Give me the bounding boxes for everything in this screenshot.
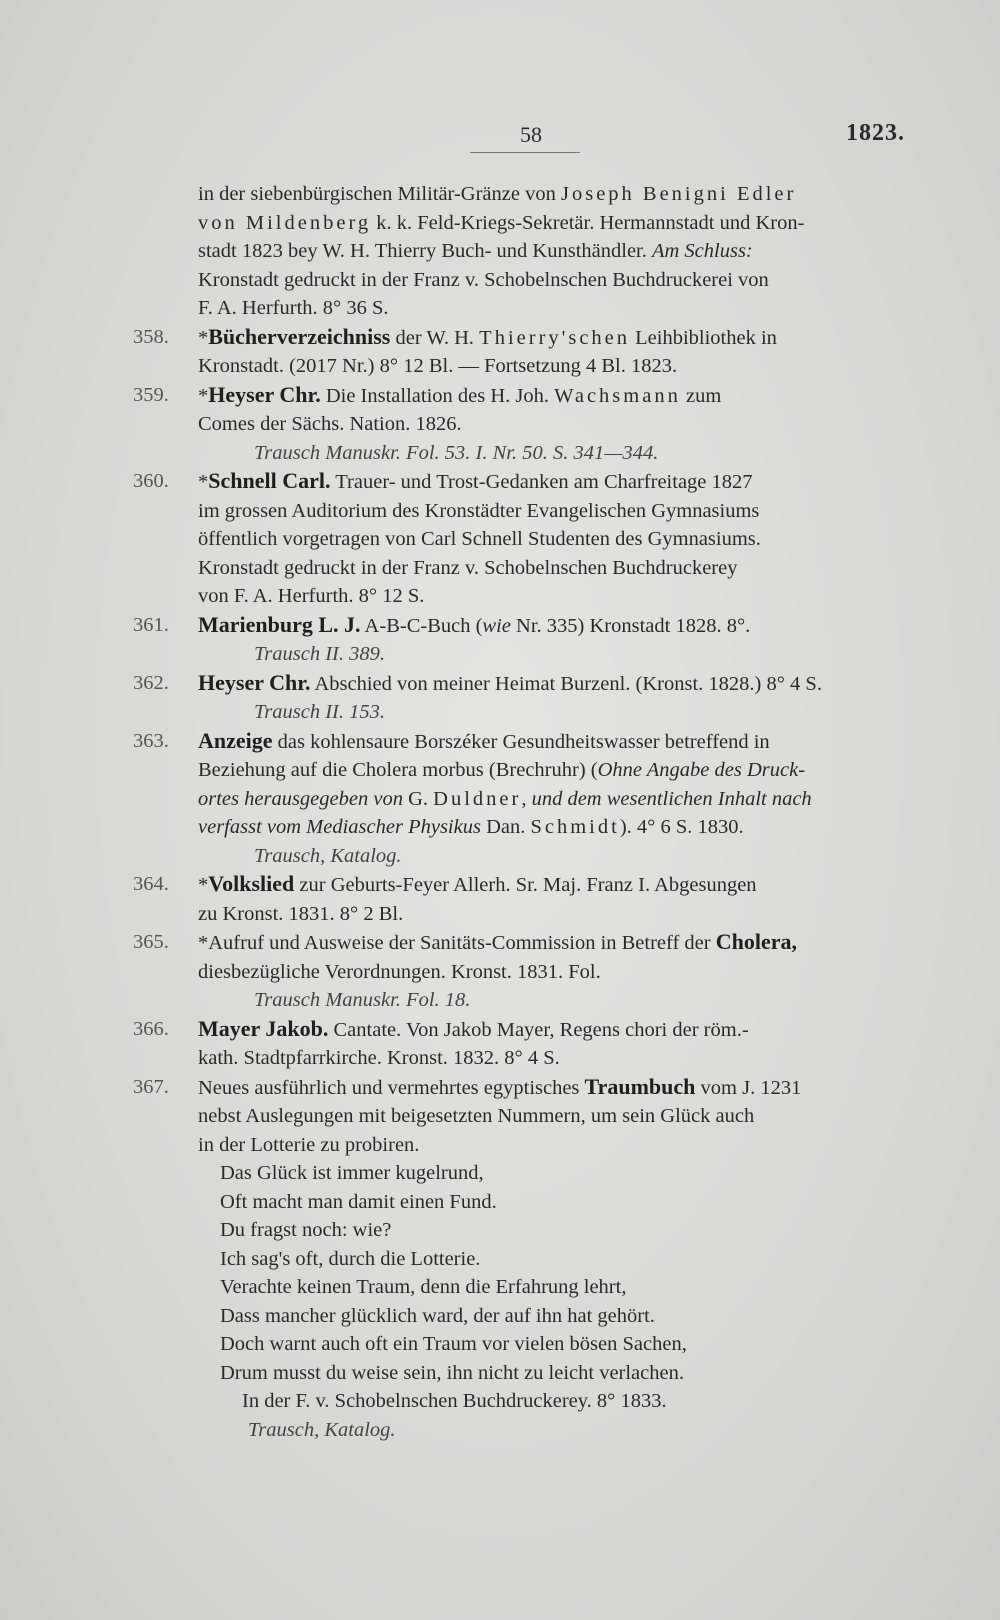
text-line: Heyser Chr. Abschied von meiner Heimat Burzenl. (Kronst. 1828.) 8° 4 S.	[198, 669, 822, 695]
text-line: *Bücherverzeichniss der W. H. Thierry'schen Leihbibliothek in	[198, 323, 777, 349]
text-line: Beziehung auf die Cholera morbus (Brechruhr) (Ohne Angabe des Druck-	[198, 759, 806, 781]
entry-number: 359.	[133, 383, 169, 406]
text-line: *Heyser Chr. Die Installation des H. Joh. Wachsmann zum	[198, 381, 722, 407]
entry-title: Anzeige	[198, 727, 273, 753]
text-line: F. A. Herfurth. 8° 36 S.	[198, 297, 389, 319]
header-year: 1823.	[846, 120, 905, 146]
page-content	[130, 180, 920, 1444]
text-line: Kronstadt gedruckt in der Franz v. Schobelnschen Buchdruckerei von	[198, 268, 769, 291]
entry-360	[130, 467, 920, 611]
header-rule	[470, 152, 580, 153]
entry-title: Mayer Jakob.	[198, 1015, 329, 1041]
entry-number: 358.	[133, 325, 169, 348]
entry-number: 364.	[133, 873, 169, 895]
entry-367	[130, 1073, 920, 1160]
entry-title: Bücherverzeichniss	[208, 323, 391, 349]
entry-title: Heyser Chr.	[198, 669, 311, 695]
entry-number: 365.	[133, 931, 169, 953]
text-line: öffentlich vorgetragen von Carl Schnell Studenten des Gymnasiums.	[198, 528, 761, 550]
entry-358	[130, 323, 920, 381]
entry-title: Volkslied	[208, 871, 295, 896]
reference-line: Trausch Manuskr. Fol. 18.	[254, 989, 471, 1011]
verse-line: Ich sag's oft, durch die Lotterie.	[220, 1247, 481, 1270]
text-line: *Aufruf und Ausweise der Sanitäts-Commission in Betreff der Cholera,	[198, 929, 798, 954]
imprint-line: In der F. v. Schobelnschen Buchdruckerey. 8° 1833.	[242, 1390, 667, 1412]
text-line: Neues ausführlich und vermehrtes egyptisches Traumbuch vom J. 1231	[198, 1073, 802, 1099]
text-line: *Volkslied zur Geburts-Feyer Allerh. Sr. Maj. Franz I. Abgesungen	[198, 871, 757, 896]
entry-365	[130, 928, 920, 986]
entry-362	[130, 669, 920, 699]
text-line: diesbezügliche Verordnungen. Kronst. 1831. Fol.	[198, 960, 601, 983]
text-line: kath. Stadtpfarrkirche. Kronst. 1832. 8° 4 S.	[198, 1047, 560, 1069]
text-line: von F. A. Herfurth. 8° 12 S.	[198, 585, 425, 607]
text-line: verfasst vom Mediascher Physikus Dan. Schmidt). 4° 6 S. 1830.	[198, 816, 744, 838]
entry-number: 361.	[133, 613, 169, 636]
entry-363	[130, 727, 920, 842]
verse-line: Oft macht man damit einen Fund.	[220, 1190, 497, 1213]
entry-title: Schnell Carl.	[208, 468, 331, 493]
reference-line: Trausch II. 389.	[254, 643, 385, 665]
text-line: zu Kronst. 1831. 8° 2 Bl.	[198, 902, 404, 925]
verse-line: Drum musst du weise sein, ihn nicht zu leicht verlachen.	[220, 1361, 684, 1384]
text-line: Kronstadt gedruckt in der Franz v. Schobelnschen Buchdruckerey	[198, 556, 738, 579]
entry-continuation	[130, 180, 920, 323]
entry-number: 360.	[133, 470, 169, 492]
text-line: stadt 1823 bey W. H. Thierry Buch- und Kunsthändler. Am Schluss:	[198, 240, 753, 262]
entry-366	[130, 1015, 920, 1073]
entry-number: 366.	[133, 1017, 169, 1040]
reference-line: Trausch II. 153.	[254, 701, 385, 723]
text-line: von Mildenberg k. k. Feld-Kriegs-Sekretär. Hermannstadt und Kron-	[198, 211, 805, 234]
entry-title: Marienburg L. J.	[198, 611, 361, 637]
text-line: Marienburg L. J. A-B-C-Buch (wie Nr. 335) Kronstadt 1828. 8°.	[198, 611, 751, 637]
text-line: Comes der Sächs. Nation. 1826.	[198, 413, 462, 435]
entry-359	[130, 381, 920, 439]
verse-line: Dass mancher glücklich ward, der auf ihn hat gehört.	[220, 1304, 655, 1327]
text-line: *Schnell Carl. Trauer- und Trost-Gedanken am Charfreitage 1827	[198, 468, 753, 493]
verse-line: Doch warnt auch oft ein Traum vor vielen bösen Sachen,	[220, 1333, 687, 1355]
text-line: nebst Auslegungen mit beigesetzten Nummern, um sein Glück auch	[198, 1105, 755, 1127]
entry-title: Traumbuch	[584, 1073, 696, 1099]
entry-title: Cholera,	[715, 929, 798, 954]
page-number: 58	[520, 122, 542, 147]
text-line: in der Lotterie zu probiren.	[198, 1133, 420, 1156]
text-line: in der siebenbürgischen Militär-Gränze von Joseph Benigni Edler	[198, 183, 797, 205]
reference-line: Trausch, Katalog.	[248, 1418, 396, 1441]
text-line: Anzeige das kohlensaure Borszéker Gesundheitswasser betreffend in	[198, 727, 770, 753]
entry-number: 363.	[133, 729, 169, 752]
entry-361	[130, 611, 920, 641]
verse-line: Verachte keinen Traum, denn die Erfahrung lehrt,	[220, 1276, 627, 1298]
entry-364	[130, 870, 920, 928]
text-line: ortes herausgegeben von G. Duldner, und dem wesentlichen Inhalt nach	[198, 787, 812, 810]
verse-line: Du fragst noch: wie?	[220, 1219, 392, 1241]
reference-line: Trausch, Katalog.	[254, 844, 402, 867]
entry-number: 367.	[133, 1075, 169, 1098]
text-line: Kronstadt. (2017 Nr.) 8° 12 Bl. — Fortsetzung 4 Bl. 1823.	[198, 355, 678, 377]
text-line: Mayer Jakob. Cantate. Von Jakob Mayer, Regens chori der röm.-	[198, 1015, 749, 1041]
entry-title: Heyser Chr.	[208, 381, 321, 407]
text-line: im grossen Auditorium des Kronstädter Evangelischen Gymnasiums	[198, 499, 760, 522]
entry-number: 362.	[133, 671, 169, 694]
reference-line: Trausch Manuskr. Fol. 53. I. Nr. 50. S. 341—344.	[254, 441, 659, 464]
verse-line: Das Glück ist immer kugelrund,	[220, 1162, 484, 1184]
